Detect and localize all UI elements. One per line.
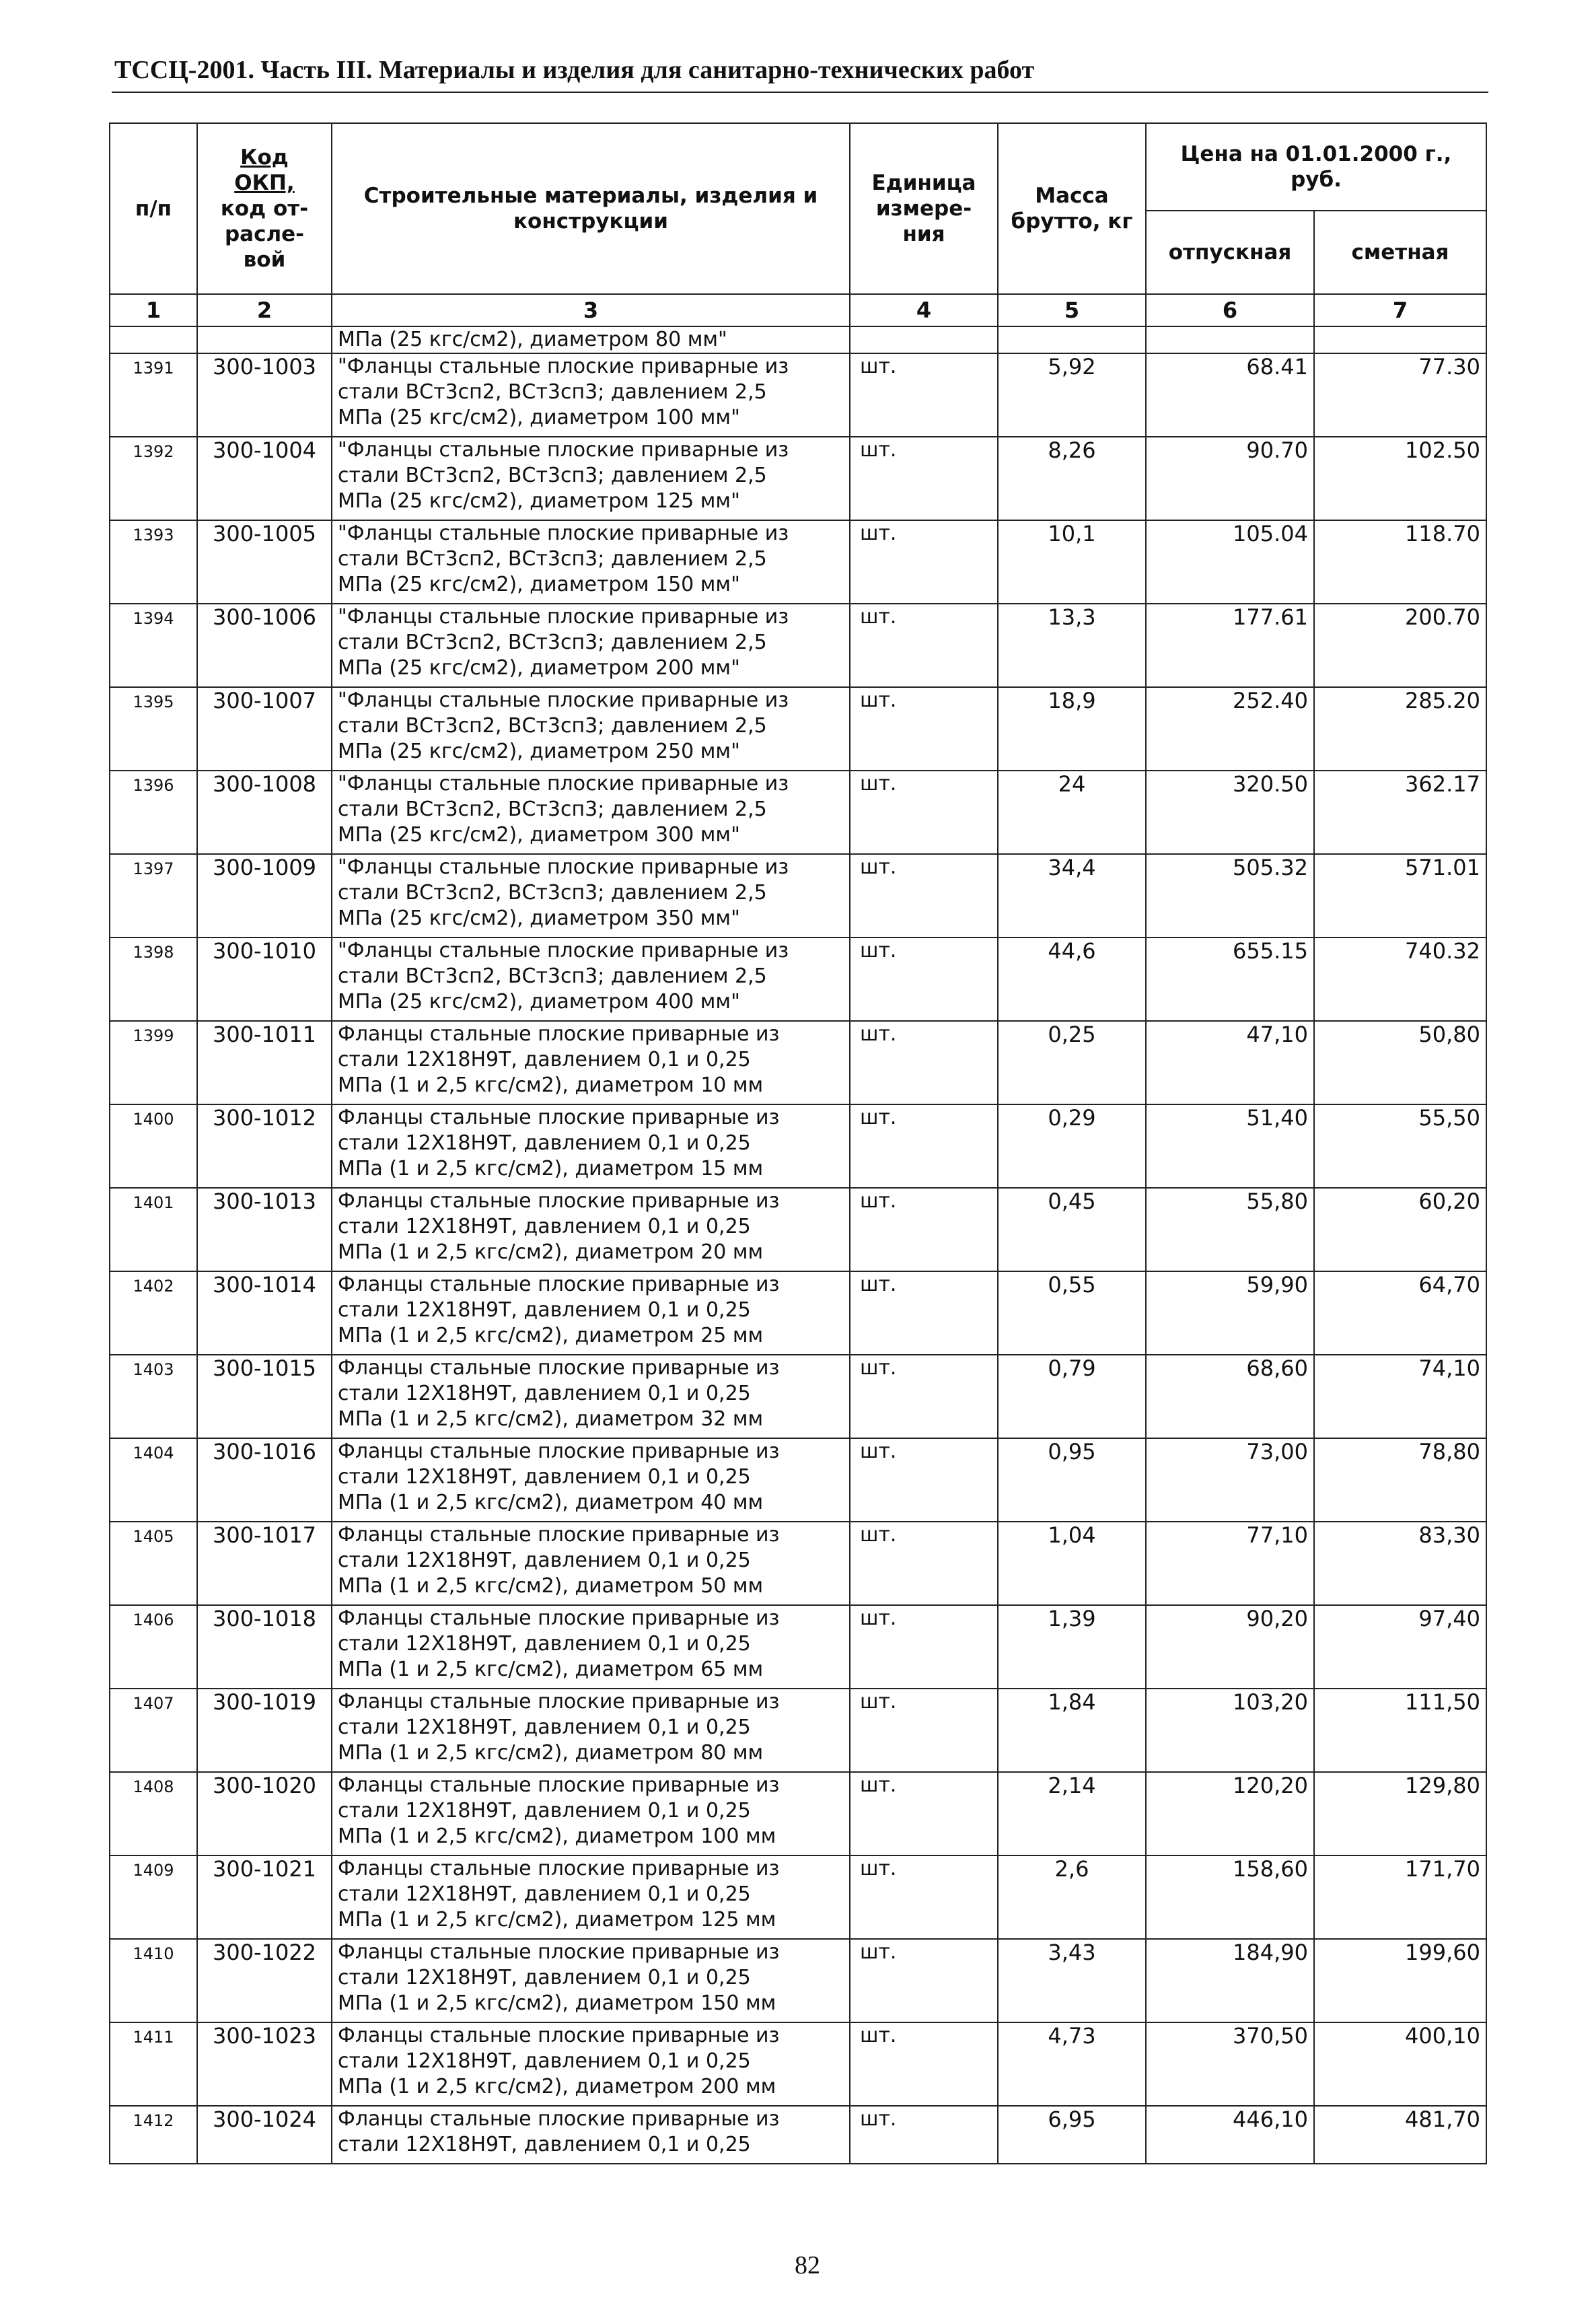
row-price-estimate: 199,60: [1314, 1939, 1486, 2022]
row-number: 1397: [110, 854, 197, 938]
row-unit: шт.: [850, 687, 998, 771]
row-mass: 8,26: [998, 437, 1146, 520]
row-description-line2: стали ВСт3сп2, ВСт3сп3; давлением 2,5: [338, 714, 767, 738]
row-unit: шт.: [850, 938, 998, 1021]
table-head: [110, 123, 1486, 294]
column-number: 5: [998, 294, 1146, 326]
row-description: [332, 938, 850, 1021]
row-code: 300-1011: [197, 1021, 332, 1104]
row-description-line3: МПа (25 кгс/см2), диаметром 300 мм": [338, 823, 740, 847]
row-code: 300-1024: [197, 2106, 332, 2164]
row-price-estimate: 64,70: [1314, 1271, 1486, 1355]
row-number: 1400: [110, 1104, 197, 1188]
col-header-mass: Масса брутто, кг: [998, 123, 1146, 294]
row-unit: шт.: [850, 353, 998, 437]
row-description-line1: Фланцы стальные плоские приварные из: [338, 1523, 780, 1547]
row-unit: шт.: [850, 1188, 998, 1271]
row-code: 300-1003: [197, 353, 332, 437]
row-description-line1: Фланцы стальные плоские приварные из: [338, 1606, 780, 1630]
row-price-release: 320.50: [1146, 771, 1314, 854]
row-number: 1392: [110, 437, 197, 520]
col-header-name: Строительные материалы, изделия и конструкции: [332, 123, 850, 294]
row-code: 300-1020: [197, 1772, 332, 1855]
row-description-line1: "Фланцы стальные плоские приварные из: [338, 772, 789, 795]
row-price-release: 105.04: [1146, 520, 1314, 604]
row-code: 300-1019: [197, 1689, 332, 1772]
row-mass: 13,3: [998, 604, 1146, 687]
table-row: [110, 1021, 1486, 1104]
row-description-line3: МПа (1 и 2,5 кгс/см2), диаметром 25 мм: [338, 1324, 764, 1347]
row-unit: шт.: [850, 1939, 998, 2022]
row-mass: 3,43: [998, 1939, 1146, 2022]
row-description-line2: стали 12Х18Н9Т, давлением 0,1 и 0,25: [338, 1465, 751, 1489]
row-price-release: 370,50: [1146, 2022, 1314, 2106]
row-number: 1404: [110, 1438, 197, 1522]
row-price-estimate: 60,20: [1314, 1188, 1486, 1271]
row-price-estimate: 129,80: [1314, 1772, 1486, 1855]
col-header-pp: п/п: [110, 123, 197, 294]
column-number: 2: [197, 294, 332, 326]
row-unit: шт.: [850, 771, 998, 854]
row-description-line2: стали 12Х18Н9Т, давлением 0,1 и 0,25: [338, 1799, 751, 1823]
row-description: [332, 1772, 850, 1855]
row-unit: шт.: [850, 2022, 998, 2106]
row-description-line2: стали ВСт3сп2, ВСт3сп3; давлением 2,5: [338, 547, 767, 571]
row-description-line1: Фланцы стальные плоские приварные из: [338, 2024, 780, 2047]
row-number: 1410: [110, 1939, 197, 2022]
table-row: [110, 1188, 1486, 1271]
row-description-line1: Фланцы стальные плоские приварные из: [338, 1690, 780, 1713]
col-header-code-line1: Код: [240, 145, 289, 170]
row-description: [332, 2022, 850, 2106]
row-description: [332, 1605, 850, 1689]
row-unit: шт.: [850, 1021, 998, 1104]
row-code: 300-1008: [197, 771, 332, 854]
row-description-line3: МПа (1 и 2,5 кгс/см2), диаметром 65 мм: [338, 1658, 764, 1681]
row-number: 1394: [110, 604, 197, 687]
table-row: [110, 353, 1486, 437]
row-description: [332, 437, 850, 520]
row-number: 1407: [110, 1689, 197, 1772]
row-description: [332, 1355, 850, 1438]
row-description: [332, 520, 850, 604]
row-description-line3: МПа (1 и 2,5 кгс/см2), диаметром 80 мм: [338, 1741, 764, 1765]
row-description: [332, 1855, 850, 1939]
row-price-estimate: 74,10: [1314, 1355, 1486, 1438]
row-description-line1: Фланцы стальные плоские приварные из: [338, 1940, 780, 1964]
row-number: 1398: [110, 938, 197, 1021]
row-price-estimate: 118.70: [1314, 520, 1486, 604]
row-price-estimate: 740.32: [1314, 938, 1486, 1021]
row-description-line1: Фланцы стальные плоские приварные из: [338, 2107, 780, 2131]
row-code: 300-1022: [197, 1939, 332, 2022]
row-price-release: 446,10: [1146, 2106, 1314, 2164]
row-description-line3: МПа (25 кгс/см2), диаметром 150 мм": [338, 573, 740, 596]
row-description-line2: стали ВСт3сп2, ВСт3сп3; давлением 2,5: [338, 380, 767, 404]
row-code: 300-1006: [197, 604, 332, 687]
row-mass: 6,95: [998, 2106, 1146, 2164]
row-price-release: 77,10: [1146, 1522, 1314, 1605]
row-description-line3: МПа (1 и 2,5 кгс/см2), диаметром 40 мм: [338, 1491, 764, 1514]
row-description-line2: стали ВСт3сп2, ВСт3сп3; давлением 2,5: [338, 964, 767, 988]
row-mass: 1,84: [998, 1689, 1146, 1772]
row-price-estimate: 111,50: [1314, 1689, 1486, 1772]
row-code: 300-1016: [197, 1438, 332, 1522]
row-code: 300-1017: [197, 1522, 332, 1605]
row-unit: шт.: [850, 1104, 998, 1188]
row-price-estimate: 362.17: [1314, 771, 1486, 854]
row-mass: 0,29: [998, 1104, 1146, 1188]
row-mass: 2,6: [998, 1855, 1146, 1939]
row-price-release: 505.32: [1146, 854, 1314, 938]
row-unit: шт.: [850, 1605, 998, 1689]
row-code: 300-1012: [197, 1104, 332, 1188]
table-row: [110, 1855, 1486, 1939]
table-row: [110, 1939, 1486, 2022]
row-price-release: 55,80: [1146, 1188, 1314, 1271]
row-description-line2: стали 12Х18Н9Т, давлением 0,1 и 0,25: [338, 1215, 751, 1238]
row-price-estimate: 102.50: [1314, 437, 1486, 520]
row-description-line2: стали ВСт3сп2, ВСт3сп3; давлением 2,5: [338, 881, 767, 905]
row-mass: 0,45: [998, 1188, 1146, 1271]
table-row-last: [110, 2106, 1486, 2164]
row-number: 1408: [110, 1772, 197, 1855]
row-description: [332, 1939, 850, 2022]
row-mass: 44,6: [998, 938, 1146, 1021]
row-mass: 5,92: [998, 353, 1146, 437]
row-description-line3: МПа (25 кгс/см2), диаметром 100 мм": [338, 406, 740, 429]
price-table: [109, 122, 1487, 2164]
row-mass: 0,25: [998, 1021, 1146, 1104]
row-code: 300-1021: [197, 1855, 332, 1939]
row-price-release: 158,60: [1146, 1855, 1314, 1939]
row-mass: 24: [998, 771, 1146, 854]
row-price-release: 655.15: [1146, 938, 1314, 1021]
row-code: 300-1007: [197, 687, 332, 771]
header-rule: [112, 92, 1488, 93]
table-row: [110, 1355, 1486, 1438]
row-price-estimate: 571.01: [1314, 854, 1486, 938]
row-description-line1: Фланцы стальные плоские приварные из: [338, 1857, 780, 1880]
row-price-release: 184,90: [1146, 1939, 1314, 2022]
row-description-line2: стали 12Х18Н9Т, давлением 0,1 и 0,25: [338, 1549, 751, 1572]
row-price-release: 252.40: [1146, 687, 1314, 771]
row-unit: шт.: [850, 437, 998, 520]
row-description: [332, 604, 850, 687]
row-description-line3: МПа (1 и 2,5 кгс/см2), диаметром 125 мм: [338, 1908, 776, 1932]
row-price-release: 90.70: [1146, 437, 1314, 520]
row-description-line3: МПа (1 и 2,5 кгс/см2), диаметром 20 мм: [338, 1240, 764, 1264]
row-price-estimate: 481,70: [1314, 2106, 1486, 2164]
row-number: 1406: [110, 1605, 197, 1689]
row-description-line3: МПа (25 кгс/см2), диаметром 125 мм": [338, 489, 740, 513]
row-description-line3: МПа (1 и 2,5 кгс/см2), диаметром 150 мм: [338, 1991, 776, 2015]
row-description-line1: "Фланцы стальные плоские приварные из: [338, 438, 789, 462]
row-price-estimate: 78,80: [1314, 1438, 1486, 1522]
row-number: 1391: [110, 353, 197, 437]
row-description-line1: Фланцы стальные плоские приварные из: [338, 1356, 780, 1380]
table-body: [110, 294, 1486, 2164]
column-number: 4: [850, 294, 998, 326]
page-header: ТССЦ-2001. Часть III. Материалы и изделия для санитарно-технических работ: [114, 56, 1035, 84]
row-description-line1: "Фланцы стальные плоские приварные из: [338, 355, 789, 378]
row-price-release: 68.41: [1146, 353, 1314, 437]
column-number-row: [110, 294, 1486, 326]
row-description-line3: МПа (1 и 2,5 кгс/см2), диаметром 10 мм: [338, 1073, 764, 1097]
row-code: 300-1018: [197, 1605, 332, 1689]
row-description-line2: стали 12Х18Н9Т, давлением 0,1 и 0,25: [338, 1716, 751, 1739]
row-description-line1: "Фланцы стальные плоские приварные из: [338, 688, 789, 712]
row-unit: шт.: [850, 1438, 998, 1522]
row-description-line1: "Фланцы стальные плоские приварные из: [338, 605, 789, 629]
row-mass: 18,9: [998, 687, 1146, 771]
row-description: [332, 854, 850, 938]
row-description: [332, 1021, 850, 1104]
row-description: [332, 1438, 850, 1522]
row-description-line2: стали 12Х18Н9Т, давлением 0,1 и 0,25: [338, 2049, 751, 2073]
row-price-release: 47,10: [1146, 1021, 1314, 1104]
row-description-line3: МПа (25 кгс/см2), диаметром 350 мм": [338, 907, 740, 930]
row-description-line2: стали 12Х18Н9Т, давлением 0,1 и 0,25: [338, 1298, 751, 1322]
column-number: 3: [332, 294, 850, 326]
row-unit: шт.: [850, 1355, 998, 1438]
row-description-line2: стали 12Х18Н9Т, давлением 0,1 и 0,25: [338, 1632, 751, 1656]
row-number: 1395: [110, 687, 197, 771]
row-description-line3: МПа (1 и 2,5 кгс/см2), диаметром 32 мм: [338, 1407, 764, 1431]
row-unit: шт.: [850, 604, 998, 687]
row-price-estimate: 171,70: [1314, 1855, 1486, 1939]
row-price-release: 103,20: [1146, 1689, 1314, 1772]
row-unit: шт.: [850, 1855, 998, 1939]
row-description-line1: "Фланцы стальные плоские приварные из: [338, 522, 789, 545]
row-unit: шт.: [850, 1772, 998, 1855]
row-description-line1: Фланцы стальные плоские приварные из: [338, 1189, 780, 1213]
col-header-unit: Единица измере-ния: [850, 123, 998, 294]
table-row: [110, 771, 1486, 854]
column-number: 7: [1314, 294, 1486, 326]
col-header-code: [197, 123, 332, 294]
table-row: [110, 1605, 1486, 1689]
row-price-release: 120,20: [1146, 1772, 1314, 1855]
row-description: [332, 1188, 850, 1271]
row-number: 1399: [110, 1021, 197, 1104]
row-price-estimate: 77.30: [1314, 353, 1486, 437]
row-price-estimate: 50,80: [1314, 1021, 1486, 1104]
col-header-code-line4: расле-: [224, 222, 305, 246]
row-description-line2: стали 12Х18Н9Т, давлением 0,1 и 0,25: [338, 2133, 751, 2156]
table-row: [110, 604, 1486, 687]
row-description: [332, 1689, 850, 1772]
row-description-line3: МПа (1 и 2,5 кгс/см2), диаметром 15 мм: [338, 1157, 764, 1180]
row-code: 300-1004: [197, 437, 332, 520]
row-number: 1401: [110, 1188, 197, 1271]
row-price-release: 73,00: [1146, 1438, 1314, 1522]
table-row: [110, 854, 1486, 938]
row-price-estimate: 55,50: [1314, 1104, 1486, 1188]
row-description-line2: стали 12Х18Н9Т, давлением 0,1 и 0,25: [338, 1382, 751, 1405]
continuation-text: МПа (25 кгс/см2), диаметром 80 мм": [332, 326, 850, 353]
row-description: [332, 2106, 850, 2164]
table-row: [110, 938, 1486, 1021]
row-code: 300-1010: [197, 938, 332, 1021]
row-description: [332, 353, 850, 437]
row-description-line1: Фланцы стальные плоские приварные из: [338, 1773, 780, 1797]
col-header-price: Цена на 01.01.2000 г., руб.: [1146, 123, 1486, 211]
row-description: [332, 771, 850, 854]
row-description-line2: стали ВСт3сп2, ВСт3сп3; давлением 2,5: [338, 798, 767, 821]
row-price-release: 51,40: [1146, 1104, 1314, 1188]
row-code: 300-1005: [197, 520, 332, 604]
row-code: 300-1009: [197, 854, 332, 938]
table-row: [110, 1522, 1486, 1605]
row-description-line1: Фланцы стальные плоские приварные из: [338, 1106, 780, 1129]
row-number: 1403: [110, 1355, 197, 1438]
row-description-line2: стали 12Х18Н9Т, давлением 0,1 и 0,25: [338, 1882, 751, 1906]
continuation-row: [110, 326, 1486, 353]
col-header-code-line5: вой: [243, 248, 286, 272]
row-mass: 34,4: [998, 854, 1146, 938]
row-unit: шт.: [850, 854, 998, 938]
row-mass: 1,04: [998, 1522, 1146, 1605]
table-row: [110, 1104, 1486, 1188]
row-code: 300-1013: [197, 1188, 332, 1271]
table-row: [110, 1438, 1486, 1522]
row-description-line2: стали ВСт3сп2, ВСт3сп3; давлением 2,5: [338, 464, 767, 487]
col-header-code-line2: ОКП,: [234, 171, 295, 195]
column-number: 6: [1146, 294, 1314, 326]
row-price-release: 90,20: [1146, 1605, 1314, 1689]
row-description-line1: Фланцы стальные плоские приварные из: [338, 1022, 780, 1046]
row-code: 300-1023: [197, 2022, 332, 2106]
table-row: [110, 1772, 1486, 1855]
row-price-release: 59,90: [1146, 1271, 1314, 1355]
row-unit: шт.: [850, 2106, 998, 2164]
row-price-estimate: 285.20: [1314, 687, 1486, 771]
row-description: [332, 687, 850, 771]
table-row: [110, 1271, 1486, 1355]
row-description-line3: МПа (25 кгс/см2), диаметром 250 мм": [338, 740, 740, 763]
row-description-line1: Фланцы стальные плоские приварные из: [338, 1273, 780, 1296]
row-price-estimate: 400,10: [1314, 2022, 1486, 2106]
row-number: 1402: [110, 1271, 197, 1355]
row-number: 1411: [110, 2022, 197, 2106]
row-price-release: 177.61: [1146, 604, 1314, 687]
table-row: [110, 1689, 1486, 1772]
row-description-line1: Фланцы стальные плоские приварные из: [338, 1440, 780, 1463]
row-price-estimate: 200.70: [1314, 604, 1486, 687]
row-description-line2: стали 12Х18Н9Т, давлением 0,1 и 0,25: [338, 1048, 751, 1071]
row-price-estimate: 83,30: [1314, 1522, 1486, 1605]
row-number: 1405: [110, 1522, 197, 1605]
row-number: 1409: [110, 1855, 197, 1939]
table-row: [110, 2022, 1486, 2106]
row-mass: 4,73: [998, 2022, 1146, 2106]
row-mass: 1,39: [998, 1605, 1146, 1689]
row-number: 1412: [110, 2106, 197, 2164]
row-description-line1: "Фланцы стальные плоские приварные из: [338, 939, 789, 962]
row-price-estimate: 97,40: [1314, 1605, 1486, 1689]
row-description-line2: стали ВСт3сп2, ВСт3сп3; давлением 2,5: [338, 631, 767, 654]
row-code: 300-1014: [197, 1271, 332, 1355]
row-mass: 0,79: [998, 1355, 1146, 1438]
row-description: [332, 1104, 850, 1188]
row-mass: 10,1: [998, 520, 1146, 604]
row-description: [332, 1271, 850, 1355]
row-mass: 0,55: [998, 1271, 1146, 1355]
row-description-line3: МПа (1 и 2,5 кгс/см2), диаметром 100 мм: [338, 1825, 776, 1848]
row-unit: шт.: [850, 1522, 998, 1605]
row-price-release: 68,60: [1146, 1355, 1314, 1438]
col-header-price-estimate: сметная: [1314, 211, 1486, 294]
row-description-line2: стали 12Х18Н9Т, давлением 0,1 и 0,25: [338, 1966, 751, 1989]
row-description-line1: "Фланцы стальные плоские приварные из: [338, 855, 789, 879]
row-description-line3: МПа (25 кгс/см2), диаметром 400 мм": [338, 990, 740, 1014]
table-row: [110, 437, 1486, 520]
col-header-code-line3: код от-: [220, 197, 309, 221]
row-unit: шт.: [850, 1689, 998, 1772]
row-description: [332, 1522, 850, 1605]
col-header-price-release: отпускная: [1146, 211, 1314, 294]
table-row: [110, 687, 1486, 771]
column-number: 1: [110, 294, 197, 326]
row-unit: шт.: [850, 520, 998, 604]
table-row: [110, 520, 1486, 604]
row-unit: шт.: [850, 1271, 998, 1355]
row-code: 300-1015: [197, 1355, 332, 1438]
row-description-line3: МПа (25 кгс/см2), диаметром 200 мм": [338, 656, 740, 680]
row-description-line2: стали 12Х18Н9Т, давлением 0,1 и 0,25: [338, 1131, 751, 1155]
row-description-line3: МПа (1 и 2,5 кгс/см2), диаметром 200 мм: [338, 2075, 776, 2098]
row-description-line3: МПа (1 и 2,5 кгс/см2), диаметром 50 мм: [338, 1574, 764, 1598]
row-mass: 2,14: [998, 1772, 1146, 1855]
row-number: 1396: [110, 771, 197, 854]
page-number: 82: [795, 2251, 820, 2279]
row-number: 1393: [110, 520, 197, 604]
row-mass: 0,95: [998, 1438, 1146, 1522]
